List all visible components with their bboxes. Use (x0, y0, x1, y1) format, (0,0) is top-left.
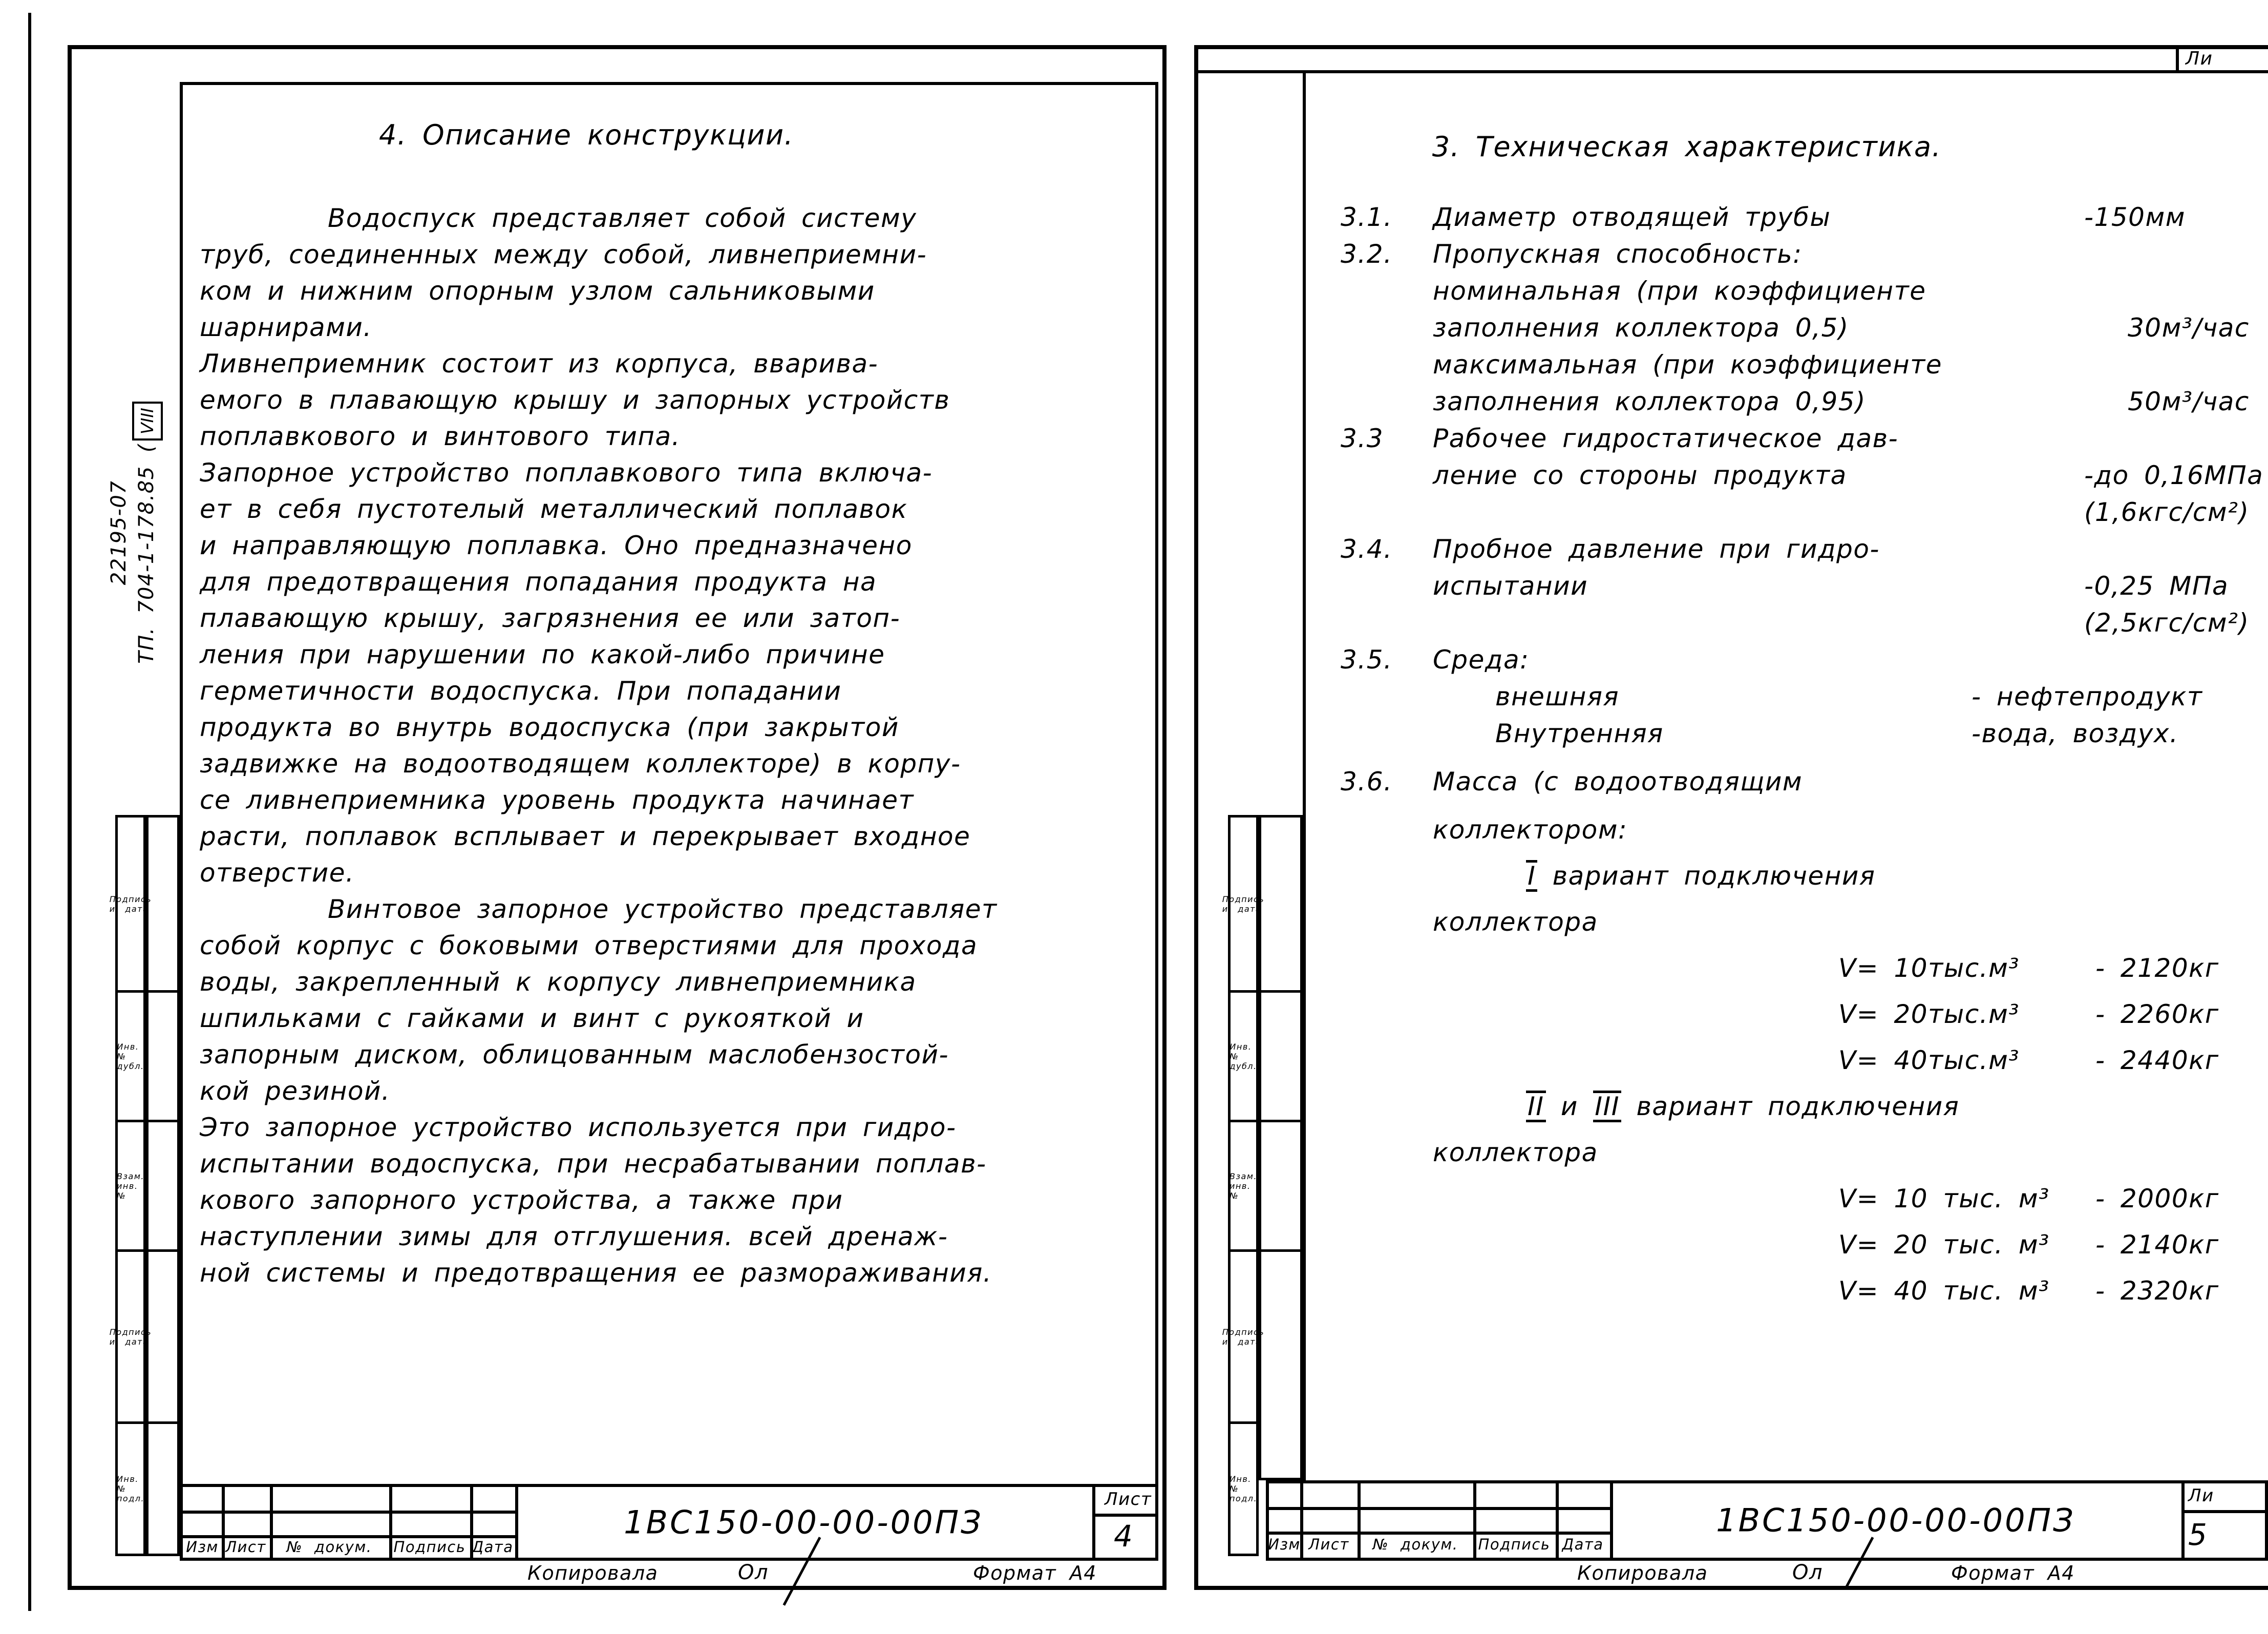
txt-text: Внутренняя (1495, 719, 1664, 748)
spec-row (1303, 1090, 2268, 1136)
value-text: -0,25 МПа (2084, 571, 2229, 601)
sidebar-blank-cell (1261, 993, 1300, 1122)
spec-row (1303, 532, 2268, 569)
value-text: - 2260кг (2095, 999, 2219, 1029)
stamp-line-2: ТП. 704-1-178.85 (VIII (132, 402, 163, 664)
text-line: ной системы и предотвращения ее размораживания. (200, 1258, 992, 1288)
spec-row (1303, 237, 2268, 274)
value-text: - нефтепродукт (1972, 682, 2203, 711)
title-block-line (1092, 1514, 1155, 1517)
sheet-number: 4 (1114, 1519, 1134, 1554)
col-podpis: Подпись (1478, 1536, 1551, 1553)
col-list: Лист (225, 1538, 266, 1556)
text-line (183, 200, 1152, 237)
spec-row (1303, 1274, 2268, 1320)
text-line: испытании водоспуска, при несрабатывании поплав- (200, 1149, 987, 1179)
page-left (68, 45, 1167, 1590)
col-data: Дата (1562, 1536, 1604, 1553)
spec-row (1303, 569, 2268, 606)
value-text: (1,6кгс/см²) (2084, 497, 2250, 527)
sidebar-stamp-labels (1222, 815, 1265, 1556)
value-text: -150мм (2084, 202, 2186, 232)
sidebar-stamp-labels (109, 815, 152, 1556)
text-line: продукта во внутрь водоспуска (при закрытой (200, 713, 899, 742)
vertical-doc-number-stamp (101, 302, 167, 763)
txt-text: Масса (с водоотводящим (1433, 767, 1803, 797)
title-block (1266, 1480, 2268, 1561)
txt-text: V= 40тыс.м³ (1838, 1045, 2020, 1075)
value-text: -до 0,16МПа (2084, 460, 2264, 490)
sidebar-stamp-blanks (1259, 815, 1303, 1480)
text-line: плавающую крышу, загрязнения ее или затоп- (200, 603, 901, 633)
num-text: 3.5. (1341, 645, 1393, 675)
text-line: Ливнеприемник состоит из корпуса, вварива- (200, 349, 879, 379)
sidebar-blank-cell (1261, 818, 1300, 993)
document-code: 1ВС150-00-00-00ПЗ (1716, 1501, 2075, 1539)
txt-text: внешняя (1495, 682, 1620, 711)
col-docnum: № докум. (1372, 1536, 1458, 1553)
txt-text: Пропускная способность: (1433, 239, 1803, 269)
text-line: расти, поплавок всплывает и перекрывает входное (200, 822, 971, 851)
value-text: (2,5кгс/см²) (2084, 608, 2250, 638)
stamp-line-1: 22195-07 (107, 480, 131, 585)
spec-row (1303, 1182, 2268, 1228)
value-text: -вода, воздух. (1972, 719, 2179, 748)
value-text: 50м³/час (2128, 387, 2250, 416)
spec-row (1303, 905, 2268, 951)
txt-text: ление со стороны продукта (1433, 460, 1847, 490)
content-area (1303, 70, 2268, 1480)
format-label: Формат А4 (1951, 1562, 2075, 1584)
sidebar-blank-cell (149, 993, 177, 1122)
txt-text: Винтовое запорное устройство представляет (328, 894, 998, 924)
text-line: воды, закрепленный к корпусу ливнеприемника (200, 967, 917, 997)
sheet-label: Ли (2188, 1485, 2214, 1506)
text-line: труб, соединенных между собой, ливнеприемни- (200, 240, 927, 269)
spec-row (1303, 606, 2268, 643)
spec-row (1303, 717, 2268, 753)
text-line: собой корпус с боковыми отверстиями для прохода (200, 931, 978, 960)
text-line: емого в плавающую крышу и запорных устройств (200, 385, 950, 415)
text-line: герметичности водоспуска. При попадании (200, 676, 842, 706)
title-block-line (2181, 1510, 2265, 1513)
num-text: 3.6. (1341, 767, 1393, 797)
sidebar-stamp-label: Взам. инв. № (1231, 1122, 1256, 1252)
txt-text: коллектора (1433, 1138, 1598, 1167)
txt-text: V= 20тыс.м³ (1838, 999, 2020, 1029)
txt-text: коллектором: (1433, 815, 1628, 845)
spec-row (1303, 1136, 2268, 1182)
spec-row (1303, 311, 2268, 348)
col-docnum: № докум. (286, 1538, 372, 1556)
title-block-line (1092, 1487, 1095, 1558)
title-block-line (1473, 1483, 1476, 1558)
txt-text: Диаметр отводящей трубы (1433, 202, 1831, 232)
txt-text: испытании (1433, 571, 1588, 601)
num-text: 3.3 (1341, 424, 1384, 453)
part-text: II (1526, 1091, 1546, 1122)
sidebar-stamp-label: Подпись и дата (118, 1252, 143, 1424)
txt-text: заполнения коллектора 0,5) (1433, 313, 1849, 343)
txt-text: V= 20 тыс. м³ (1838, 1230, 2050, 1260)
col-list: Лист (1308, 1536, 1349, 1553)
part-text: и (1545, 1092, 1594, 1121)
sidebar-blank-cell (149, 818, 177, 993)
spec-row (1303, 495, 2268, 532)
text-line: шарнирами. (200, 312, 372, 342)
content-frame (180, 82, 1158, 1561)
document-code: 1ВС150-00-00-00ПЗ (624, 1503, 983, 1541)
spec-row (1303, 813, 2268, 859)
copier-signature: Ол (1792, 1561, 1824, 1584)
text-line: Это запорное устройство используется при гидро- (200, 1113, 957, 1142)
txt-text: Рабочее гидростатическое дав- (1433, 424, 1899, 453)
text-line (183, 891, 1152, 928)
sidebar-stamp-label: Инв. № подл. (1229, 1474, 1258, 1503)
spec-row (1303, 1228, 2268, 1274)
series-number-box: VIII (132, 402, 163, 441)
sheet-label: Лист (1105, 1489, 1152, 1510)
part-text: вариант подключения (1537, 861, 1876, 891)
title-block-line (2181, 1483, 2185, 1558)
title-block-line (222, 1487, 225, 1558)
title-block-line (1358, 1483, 1361, 1558)
text-line: ет в себя пустотелый металлический поплавок (200, 494, 908, 524)
title-block-line (270, 1487, 273, 1558)
txt-text: заполнения коллектора 0,95) (1433, 387, 1867, 416)
spec-row (1303, 643, 2268, 680)
sidebar-stamp-label: Подпись и дата (1231, 818, 1256, 993)
text-line: кой резиной. (200, 1076, 391, 1106)
value-text: - 2440кг (2095, 1045, 2219, 1075)
text-line: поплавкового и винтового типа. (200, 422, 681, 451)
body-text (183, 200, 1152, 1291)
num-text: 3.2. (1341, 239, 1393, 269)
col-data: Дата (472, 1538, 514, 1556)
txt-text: Среда: (1433, 645, 1530, 675)
part-text: I (1526, 860, 1537, 892)
txt-text: номинальная (при коэффициенте (1433, 276, 1926, 306)
col-izm: Изм (186, 1538, 219, 1556)
text-line: кового запорного устройства, а также при (200, 1185, 843, 1215)
txt-text: Пробное давление при гидро- (1433, 534, 1880, 564)
footer-line (180, 1561, 1158, 1586)
scan-edge-artifact (28, 13, 31, 1611)
title-block-line (183, 1511, 518, 1514)
text-line: наступлении зимы для отглушения. всей дренаж- (200, 1222, 948, 1251)
value-text: 30м³/час (2128, 313, 2250, 343)
section-title: 3. Техническая характеристика. (1432, 131, 1942, 163)
sidebar-stamp-label: Инв. № подл. (116, 1474, 145, 1503)
txt-text: V= 40 тыс. м³ (1838, 1276, 2050, 1306)
sidebar-blank-cell (1261, 1122, 1300, 1252)
top-corner-divider (2176, 49, 2179, 73)
sidebar-stamp-label: Подпись и дата (1231, 1252, 1256, 1424)
text-line: шпильками с гайками и винт с рукояткой и (200, 1003, 864, 1033)
title-block-line (389, 1487, 392, 1558)
title-block (180, 1484, 1158, 1561)
spec-row (1303, 1043, 2268, 1090)
title-block-line (1269, 1507, 1613, 1510)
value-text: - 2320кг (2095, 1276, 2219, 1306)
text-line: и направляющую поплавка. Оно предназначено (200, 531, 913, 560)
spec-row (1303, 680, 2268, 717)
sidebar-stamp-label: Подпись и дата (118, 818, 143, 993)
section-title: 4. Описание конструкции. (379, 119, 794, 151)
title-block-line (1610, 1483, 1613, 1558)
text-line: задвижке на водоотводящем коллекторе) в корпу- (200, 749, 961, 779)
text-line: се ливнеприемника уровень продукта начинает (200, 785, 915, 815)
text-line: ления при нарушении по какой-либо причине (200, 640, 885, 669)
spec-row (1303, 765, 2268, 813)
copier-signature: Ол (738, 1561, 769, 1584)
txt-text: коллектора (1433, 907, 1598, 937)
col-podpis: Подпись (393, 1538, 466, 1556)
sidebar-blank-cell (149, 1424, 177, 1554)
spec-row (1303, 859, 2268, 905)
sidebar-stamp-label: Инв. № дубл. (1231, 993, 1256, 1122)
title-block-line (1556, 1483, 1559, 1558)
spec-row (1303, 348, 2268, 385)
sidebar-blank-cell (1261, 1252, 1300, 1421)
part-text: III (1593, 1091, 1621, 1122)
col-izm: Изм (1268, 1536, 1301, 1553)
copied-label: Копировала (1577, 1562, 1708, 1584)
txt-text: V= 10 тыс. м³ (1838, 1184, 2050, 1213)
text-line: для предотвращения попадания продукта на (200, 567, 877, 597)
footer-line (1266, 1561, 2268, 1586)
format-label: Формат А4 (973, 1562, 1097, 1584)
spec-row (1303, 458, 2268, 495)
title-block-line (515, 1487, 518, 1558)
text-line: ком и нижним опорным узлом сальниковыми (200, 276, 875, 306)
txt-text: максимальная (при коэффициенте (1433, 350, 1943, 380)
sidebar-blank-cell (149, 1252, 177, 1424)
txt-text: Водоспуск представляет собой систему (328, 203, 917, 233)
text-line: запорным диском, облицованным маслобензостой- (200, 1040, 949, 1070)
value-text: - 2000кг (2095, 1184, 2219, 1213)
num-text: 3.1. (1341, 202, 1393, 232)
sidebar-blank-cell (149, 1122, 177, 1252)
spec-row (1303, 274, 2268, 311)
page-right (1194, 45, 2268, 1590)
top-corner-note: Ли (2186, 48, 2213, 69)
spec-row (1303, 200, 2268, 237)
spec-list (1303, 200, 2268, 1320)
sidebar-stamp-label: Инв. № дубл. (118, 993, 143, 1122)
copied-label: Копировала (527, 1562, 659, 1584)
spec-row (1303, 422, 2268, 458)
spec-row (1303, 385, 2268, 422)
part-text: вариант подключения (1621, 1092, 1960, 1121)
title-block-line (1269, 1532, 1613, 1535)
txt-text: V= 10тыс.м³ (1838, 953, 2020, 983)
spec-row (1303, 997, 2268, 1043)
sidebar-stamp-blanks (146, 815, 180, 1556)
spec-row (1303, 951, 2268, 997)
text-line: Запорное устройство поплавкового типа включа- (200, 458, 933, 488)
title-block-line (1300, 1483, 1303, 1558)
value-text: - 2140кг (2095, 1230, 2219, 1260)
sheet-number: 5 (2188, 1517, 2208, 1552)
num-text: 3.4. (1341, 534, 1393, 564)
value-text: - 2120кг (2095, 953, 2219, 983)
sidebar-stamp-label: Взам. инв. № (118, 1122, 143, 1252)
text-line: отверстие. (200, 858, 355, 888)
